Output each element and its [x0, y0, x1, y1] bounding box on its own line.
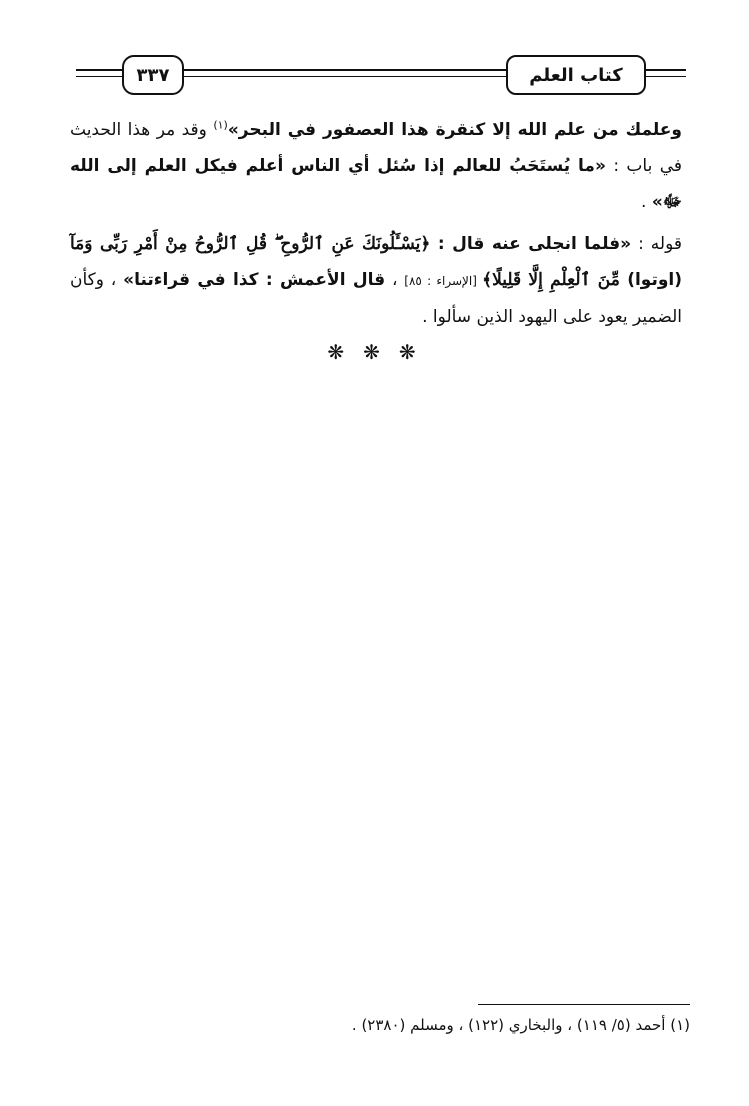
quote-2: قال الأعمش : كذا في قراءتنا»	[123, 270, 386, 290]
variant-reading: (اوتوا)	[619, 270, 682, 290]
verse-reference: [الإسراء : ٨٥]	[404, 274, 483, 288]
page-header	[76, 52, 686, 98]
book-title: كتاب العلم	[506, 55, 646, 95]
chapter-title: «ما يُستَحَبُ للعالم إذا سُئل أي الناس أعلم فيكل العلم إلى الله ﷻ»	[70, 156, 682, 212]
paragraph-1	[70, 112, 682, 220]
footnote: (١) أحمد (٥/ ١١٩) ، والبخاري (١٢٢) ، ومسلم (٢٣٨٠) .	[351, 1016, 690, 1034]
paragraph-1-end: .	[641, 192, 652, 212]
paragraph-2-lead: قوله :	[631, 234, 682, 254]
separator: ،	[385, 270, 405, 290]
page-number: ٣٣٧	[122, 55, 184, 95]
main-text	[70, 112, 682, 335]
hadith-excerpt: وعلمك من علم الله إلا كنقرة هذا العصفور في البحر»	[227, 120, 682, 140]
quran-verse: ﴿يَسْـَٔلُونَكَ عَنِ ٱلرُّوحِ ۖ قُلِ ٱلرُّوحُ مِنْ أَمْرِ رَبِّى وَمَآ	[70, 234, 431, 254]
footnote-ref: (١)	[213, 118, 228, 132]
section-divider: ❋ ❋ ❋	[327, 340, 422, 364]
quote-1: «فلما انجلى عنه قال :	[430, 234, 632, 254]
quran-verse-2: مِّنَ ٱلْعِلْمِ إِلَّا قَلِيلًا﴾	[482, 270, 620, 290]
footnote-separator	[478, 1004, 690, 1005]
paragraph-2-end: ، وكأن الضمير يعود على اليهود الذين سألوا .	[70, 270, 682, 327]
paragraph-1-text: وقد مر هذا الحديث في باب :	[70, 120, 682, 176]
paragraph-2	[70, 226, 682, 335]
